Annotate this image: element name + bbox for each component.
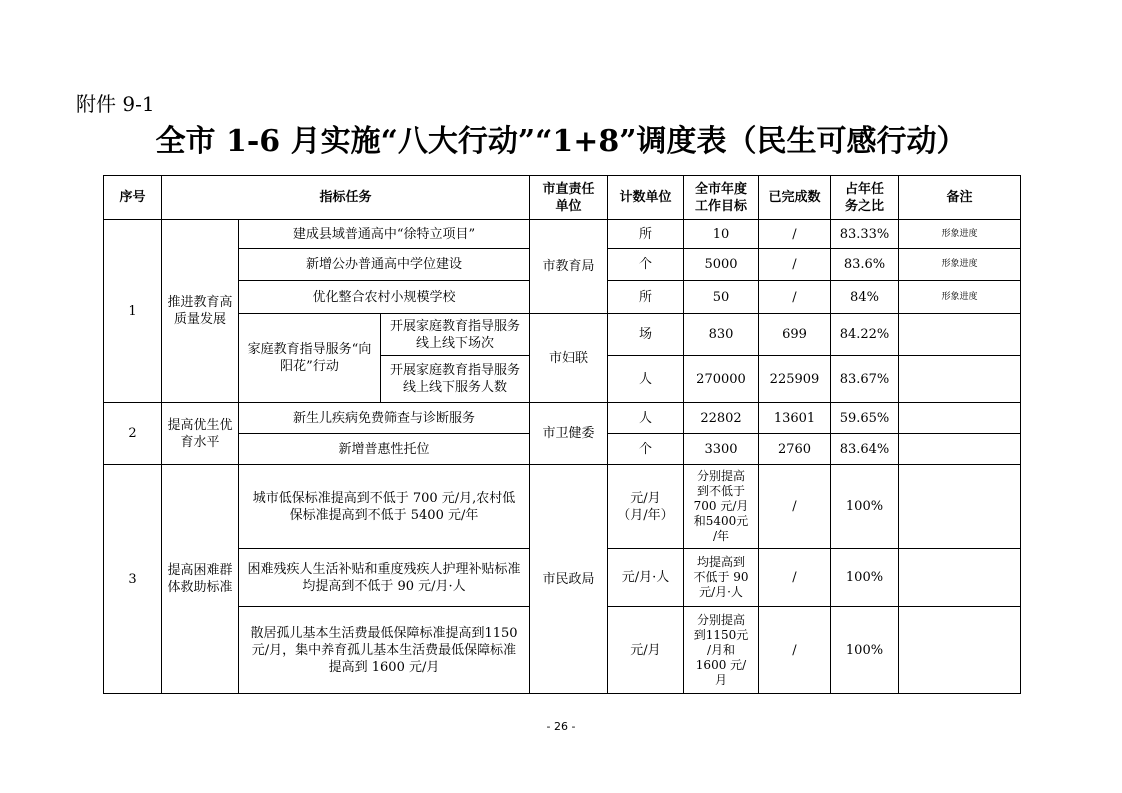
count-unit-cell: 所 [608, 220, 684, 249]
header-task: 指标任务 [162, 176, 530, 220]
table-row [104, 465, 1021, 549]
completed-cell: 225909 [759, 356, 831, 403]
completed-cell: / [759, 249, 831, 281]
target-cell: 3300 [684, 434, 759, 465]
dept-cell: 市卫健委 [530, 403, 608, 465]
target-cell: 22802 [684, 403, 759, 434]
target-cell: 分别提高 到1150元 /月和 1600 元/ 月 [684, 607, 759, 694]
target-cell: 均提高到 不低于 90 元/月·人 [684, 549, 759, 607]
task-cell: 建成县域普通高中“徐特立项目” [239, 220, 530, 249]
completed-cell: / [759, 549, 831, 607]
header-count-unit: 计数单位 [608, 176, 684, 220]
remark-cell [899, 549, 1021, 607]
remark-cell [899, 434, 1021, 465]
completed-cell: / [759, 281, 831, 314]
task-cell: 新增公办普通高中学位建设 [239, 249, 530, 281]
completed-cell: / [759, 465, 831, 549]
remark-cell: 形象进度 [899, 249, 1021, 281]
ratio-cell: 83.67% [831, 356, 899, 403]
table-row [104, 220, 1021, 249]
seq-cell: 3 [104, 465, 162, 694]
ratio-cell: 83.6% [831, 249, 899, 281]
count-unit-cell: 人 [608, 403, 684, 434]
remark-cell: 形象进度 [899, 281, 1021, 314]
page-title: 全市 1-6 月实施“八大行动”“1+8”调度表（民生可感行动） [155, 124, 967, 159]
ratio-cell: 83.33% [831, 220, 899, 249]
target-cell: 830 [684, 314, 759, 356]
ratio-cell: 84% [831, 281, 899, 314]
seq-cell: 1 [104, 220, 162, 403]
attachment-label: 附件 9-1 [76, 92, 155, 116]
task-cell: 散居孤儿基本生活费最低保障标准提高到1150 元/月，集中养育孤儿基本生活费最低保障标准提高到 1600 元/月 [239, 607, 530, 694]
completed-cell: 699 [759, 314, 831, 356]
table-row [104, 403, 1021, 434]
target-cell: 10 [684, 220, 759, 249]
table-row [104, 314, 1021, 356]
count-unit-cell: 人 [608, 356, 684, 403]
target-cell: 分别提高 到不低于 700 元/月 和5400元 /年 [684, 465, 759, 549]
target-cell: 50 [684, 281, 759, 314]
category-cell: 推进教育高质量发展 [162, 220, 239, 403]
category-cell: 提高困难群体救助标准 [162, 465, 239, 694]
remark-cell [899, 314, 1021, 356]
page-number: - 26 - [546, 720, 576, 733]
ratio-cell: 100% [831, 607, 899, 694]
ratio-cell: 59.65% [831, 403, 899, 434]
count-unit-cell: 元/月 [608, 607, 684, 694]
task-cell: 新增普惠性托位 [239, 434, 530, 465]
task-cell: 城市低保标准提高到不低于 700 元/月,农村低保标准提高到不低于 5400 元/年 [239, 465, 530, 549]
header-annual-target: 全市年度 工作目标 [684, 176, 759, 220]
task-cell: 优化整合农村小规模学校 [239, 281, 530, 314]
remark-cell [899, 607, 1021, 694]
header-unit-dept: 市直责任 单位 [530, 176, 608, 220]
count-unit-cell: 个 [608, 434, 684, 465]
count-unit-cell: 场 [608, 314, 684, 356]
remark-cell [899, 465, 1021, 549]
dept-cell: 市教育局 [530, 220, 608, 314]
target-cell: 5000 [684, 249, 759, 281]
header-seq: 序号 [104, 176, 162, 220]
ratio-cell: 100% [831, 465, 899, 549]
remark-cell: 形象进度 [899, 220, 1021, 249]
remark-cell [899, 403, 1021, 434]
completed-cell: 2760 [759, 434, 831, 465]
dept-cell: 市妇联 [530, 314, 608, 403]
seq-cell: 2 [104, 403, 162, 465]
count-unit-cell: 所 [608, 281, 684, 314]
completed-cell: / [759, 220, 831, 249]
task-cell: 困难残疾人生活补贴和重度残疾人护理补贴标准均提高到不低于 90 元/月·人 [239, 549, 530, 607]
task-cell: 新生儿疾病免费筛查与诊断服务 [239, 403, 530, 434]
ratio-cell: 100% [831, 549, 899, 607]
schedule-table [103, 175, 1021, 694]
table-header-row [104, 176, 1021, 220]
ratio-cell: 83.64% [831, 434, 899, 465]
count-unit-cell: 元/月·人 [608, 549, 684, 607]
completed-cell: / [759, 607, 831, 694]
category-cell: 提高优生优育水平 [162, 403, 239, 465]
task-cell: 开展家庭教育指导服务线上线下场次 [381, 314, 530, 356]
completed-cell: 13601 [759, 403, 831, 434]
ratio-cell: 84.22% [831, 314, 899, 356]
header-remark: 备注 [899, 176, 1021, 220]
dept-cell: 市民政局 [530, 465, 608, 694]
count-unit-cell: 个 [608, 249, 684, 281]
header-completed: 已完成数 [759, 176, 831, 220]
header-ratio: 占年任 务之比 [831, 176, 899, 220]
sub-group-cell: 家庭教育指导服务“向阳花”行动 [239, 314, 381, 403]
count-unit-cell: 元/月 （月/年） [608, 465, 684, 549]
remark-cell [899, 356, 1021, 403]
task-cell: 开展家庭教育指导服务线上线下服务人数 [381, 356, 530, 403]
target-cell: 270000 [684, 356, 759, 403]
